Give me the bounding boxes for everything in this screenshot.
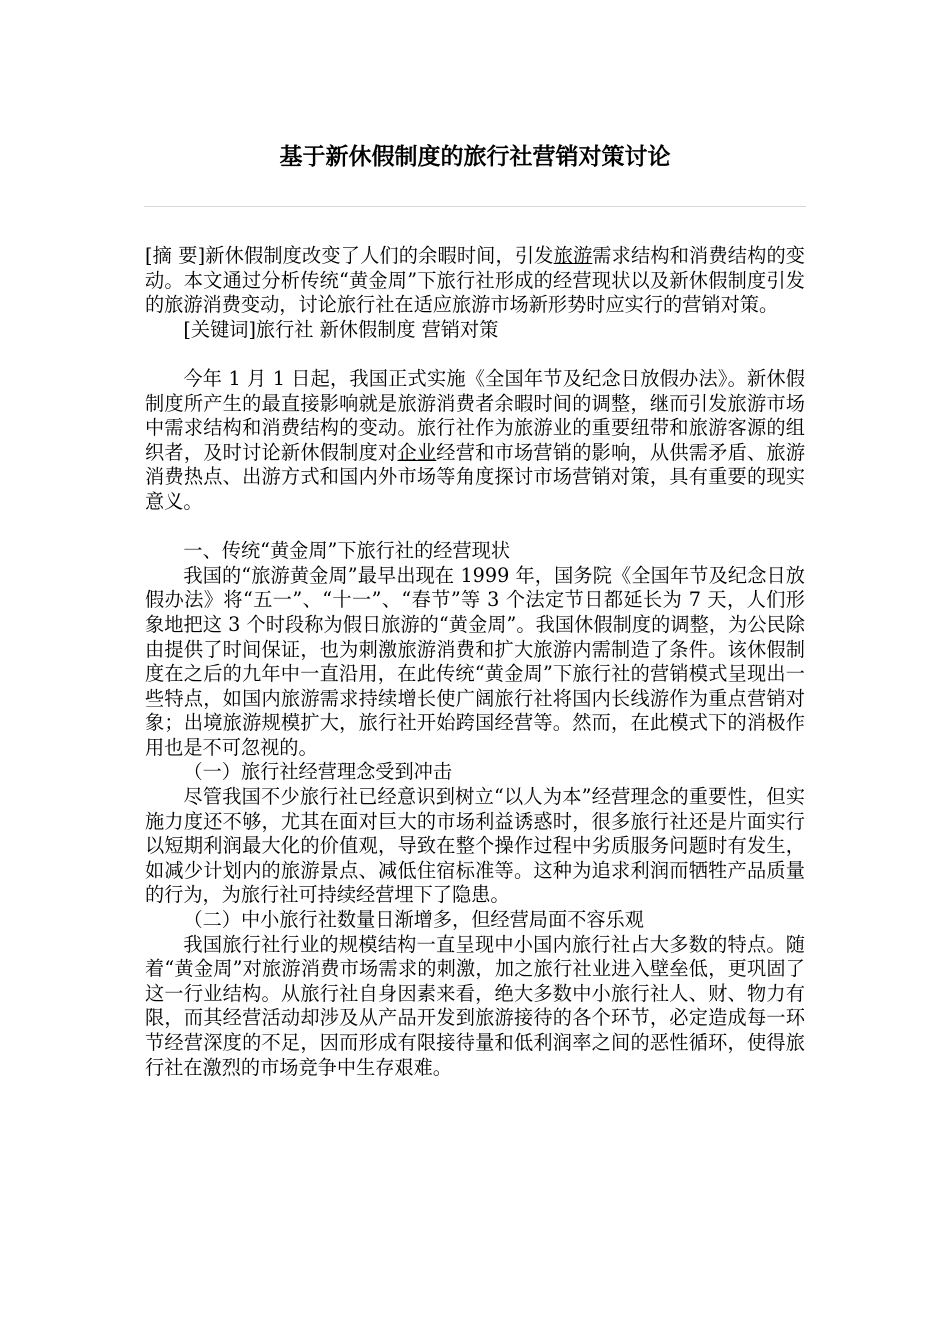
tourism-link[interactable]: 旅游 (553, 244, 593, 267)
paragraph-gap (145, 515, 805, 540)
subsection-2-heading: （二）中小旅行社数量日渐增多，但经营局面不容乐观 (183, 908, 644, 932)
keywords-line: [关键词]旅行社 新休假制度 营销对策 (183, 317, 499, 341)
section-1-paragraph: 我国的“旅游黄金周”最早出现在 1999 年，国务院《全国年节及纪念日放假办法》将“五一”、“十一”、“春节”等 3 个法定节日都延长为 7 天，人们形象地把这 3 个时段称为假日旅游的“黄金周”。我国休假制度的调整，为公民除由提供了时间保证，也为刺激旅游消费和扩大旅游内需制造了条件。该休假制度在之后的九年中一直沿用，在此传统“黄金周”下旅行社的营销模式呈现出一些特点，如国内旅游需求持续增长使广阔旅行社将国内长线游作为重点营销对象；出境旅游规模扩大，旅行社开始跨国经营等。然而，在此模式下的消极作用也是不可忽视的。 (145, 563, 805, 759)
abstract-paragraph (145, 244, 805, 318)
intro-suffix: 经营和市场营销的影响，从供需矛盾、旅游消费热点、出游方式和国内外市场等角度探讨市场营销对策，具有重要的现实意义。 (145, 440, 806, 513)
intro-prefix: 今年 1 月 1 日起，我国正式实施《全国年节及纪念日放假办法》。新休假制度所产生的最直接影响就是旅游消费者余暇时间的调整，继而引发旅游市场中需求结构和消费结构的变动。旅行社作为旅游业的重要纽带和旅游客源的组织者，及时讨论新休假制度对 (145, 366, 805, 464)
abstract-suffix: 需求结构和消费结构的变动。本文通过分析传统“黄金周”下旅行社形成的经营现状以及新休假制度引发的旅游消费变动，讨论旅行社在适应旅游市场新形势时应实行的营销对策。 (145, 244, 805, 317)
abstract-prefix: [摘 要]新休假制度改变了人们的余暇时间，引发 (145, 244, 554, 267)
enterprise-link[interactable]: 企业 (397, 440, 437, 464)
document-body (145, 244, 805, 1080)
document-title: 基于新休假制度的旅行社营销对策讨论 (279, 144, 671, 170)
section-1-heading: 一、传统“黄金周”下旅行社的经营现状 (183, 539, 511, 563)
subsection-2-paragraph: 我国旅行社行业的规模结构一直呈现中小国内旅行社占大多数的特点。随着“黄金周”对旅游消费市场需求的刺激，加之旅行社业进入壁垒低，更巩固了这一行业结构。从旅行社自身因素来看，绝大多数中小旅行社人、财、物力有限，而其经营活动却涉及从产品开发到旅游接待的各个环节，必定造成每一环节经营深度的不足，因而形成有限接待量和低利润率之间的恶性循环，使得旅行社在激烈的市场竞争中生存艰难。 (145, 932, 805, 1079)
intro-paragraph (145, 367, 805, 515)
title-divider (144, 206, 806, 207)
subsection-1-heading: （一）旅行社经营理念受到冲击 (183, 760, 453, 784)
subsection-1-paragraph: 尽管我国不少旅行社已经意识到树立“以人为本”经营理念的重要性，但实施力度还不够，尤其在面对巨大的市场利益诱惑时，很多旅行社还是片面实行以短期利润最大化的价值观，导致在整个操作过程中劣质服务问题时有发生，如减少计划内的旅游景点、减低住宿标准等。这种为追求利润而牺牲产品质量的行为，为旅行社可持续经营埋下了隐患。 (145, 785, 805, 907)
paragraph-gap (145, 342, 805, 367)
